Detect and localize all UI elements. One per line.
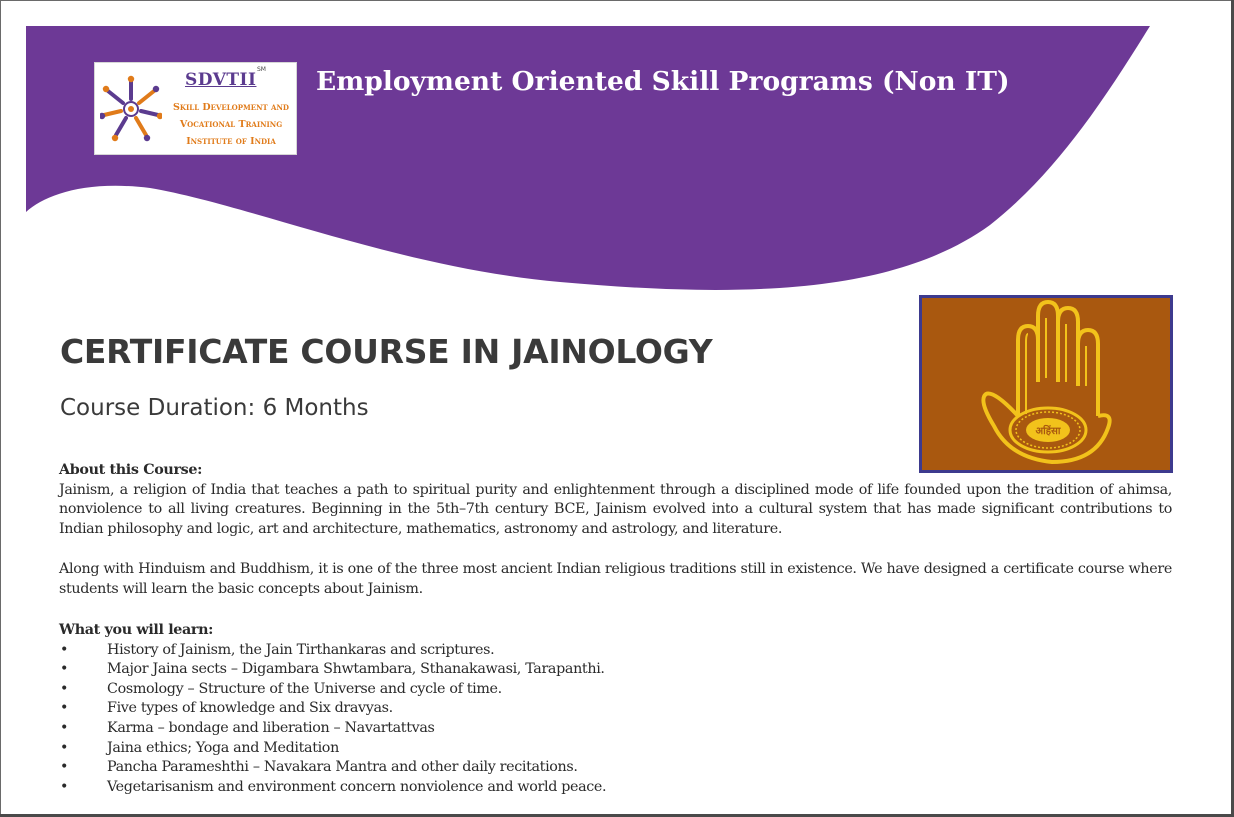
logo-line-1: Skill Development and — [173, 102, 289, 113]
bullet: • — [60, 739, 69, 756]
jain-symbol-image — [919, 295, 1173, 473]
ahimsa-text: अहिंसा — [1035, 426, 1061, 437]
bullet: • — [60, 759, 69, 776]
list-item-text: Vegetarisanism and environment concern nonviolence and world peace. — [107, 778, 607, 795]
bullet: • — [60, 641, 69, 658]
list-item — [59, 699, 1159, 719]
learn-section — [59, 621, 1159, 797]
about-paragraph-2: Along with Hinduism and Buddhism, it is one of the three most ancient Indian religious traditions still in existence. We have designed a certificate course where students will learn the basic concepts about Jainism. — [59, 561, 1172, 597]
logo-full-name — [165, 99, 297, 150]
list-item — [59, 758, 1159, 778]
about-section — [59, 461, 1172, 539]
logo-line-3: Institute of India — [186, 136, 276, 147]
logo-line-2: Vocational Training — [179, 119, 283, 130]
bullet: • — [60, 778, 69, 795]
list-item — [59, 739, 1159, 759]
list-item-text: Five types of knowledge and Six dravyas. — [107, 700, 393, 717]
list-item-text: History of Jainism, the Jain Tirthankaras and scriptures. — [107, 641, 495, 658]
about-paragraph-1: Jainism, a religion of India that teaches a path to spiritual purity and enlightenment through a disciplined mode of life founded upon the tradition of ahimsa, nonviolence to all living creatures. Beginning in the 5th–7th century BCE, Jainism evolved into a cultural system that has made significant contributions to Indian philosophy and logic, art and architecture, mathematics, astronomy and astrology, and literature. — [59, 481, 1172, 537]
institute-logo — [94, 62, 297, 155]
bullet: • — [60, 700, 69, 717]
people-circle-logo-icon — [100, 75, 162, 143]
bullet: • — [60, 661, 69, 678]
list-item — [59, 719, 1159, 739]
service-mark: SM — [257, 66, 266, 73]
list-item-text: Karma – bondage and liberation – Navartattvas — [107, 719, 435, 736]
list-item — [59, 778, 1159, 798]
logo-abbreviation: SDVTII — [185, 70, 257, 90]
list-item — [59, 660, 1159, 680]
bullet: • — [60, 680, 69, 697]
list-item-text: Pancha Parameshthi – Navakara Mantra and other daily recitations. — [107, 759, 578, 776]
banner-title: Employment Oriented Skill Programs (Non IT) — [316, 66, 1010, 97]
list-item-text: Major Jaina sects – Digambara Shwtambara, Sthanakawasi, Tarapanthi. — [107, 661, 605, 678]
course-title: CERTIFICATE COURSE IN JAINOLOGY — [60, 332, 713, 371]
learn-heading: What you will learn: — [59, 622, 214, 638]
about-heading: About this Course: — [59, 462, 203, 478]
course-duration: Course Duration: 6 Months — [60, 395, 369, 421]
jain-hand-ahimsa-icon — [922, 298, 1170, 470]
list-item-text: Jaina ethics; Yoga and Meditation — [107, 739, 339, 756]
list-item-text: Cosmology – Structure of the Universe and cycle of time. — [107, 680, 502, 697]
list-item — [59, 641, 1159, 661]
list-item — [59, 680, 1159, 700]
bullet: • — [60, 719, 69, 736]
banner-wave — [0, 0, 1234, 330]
